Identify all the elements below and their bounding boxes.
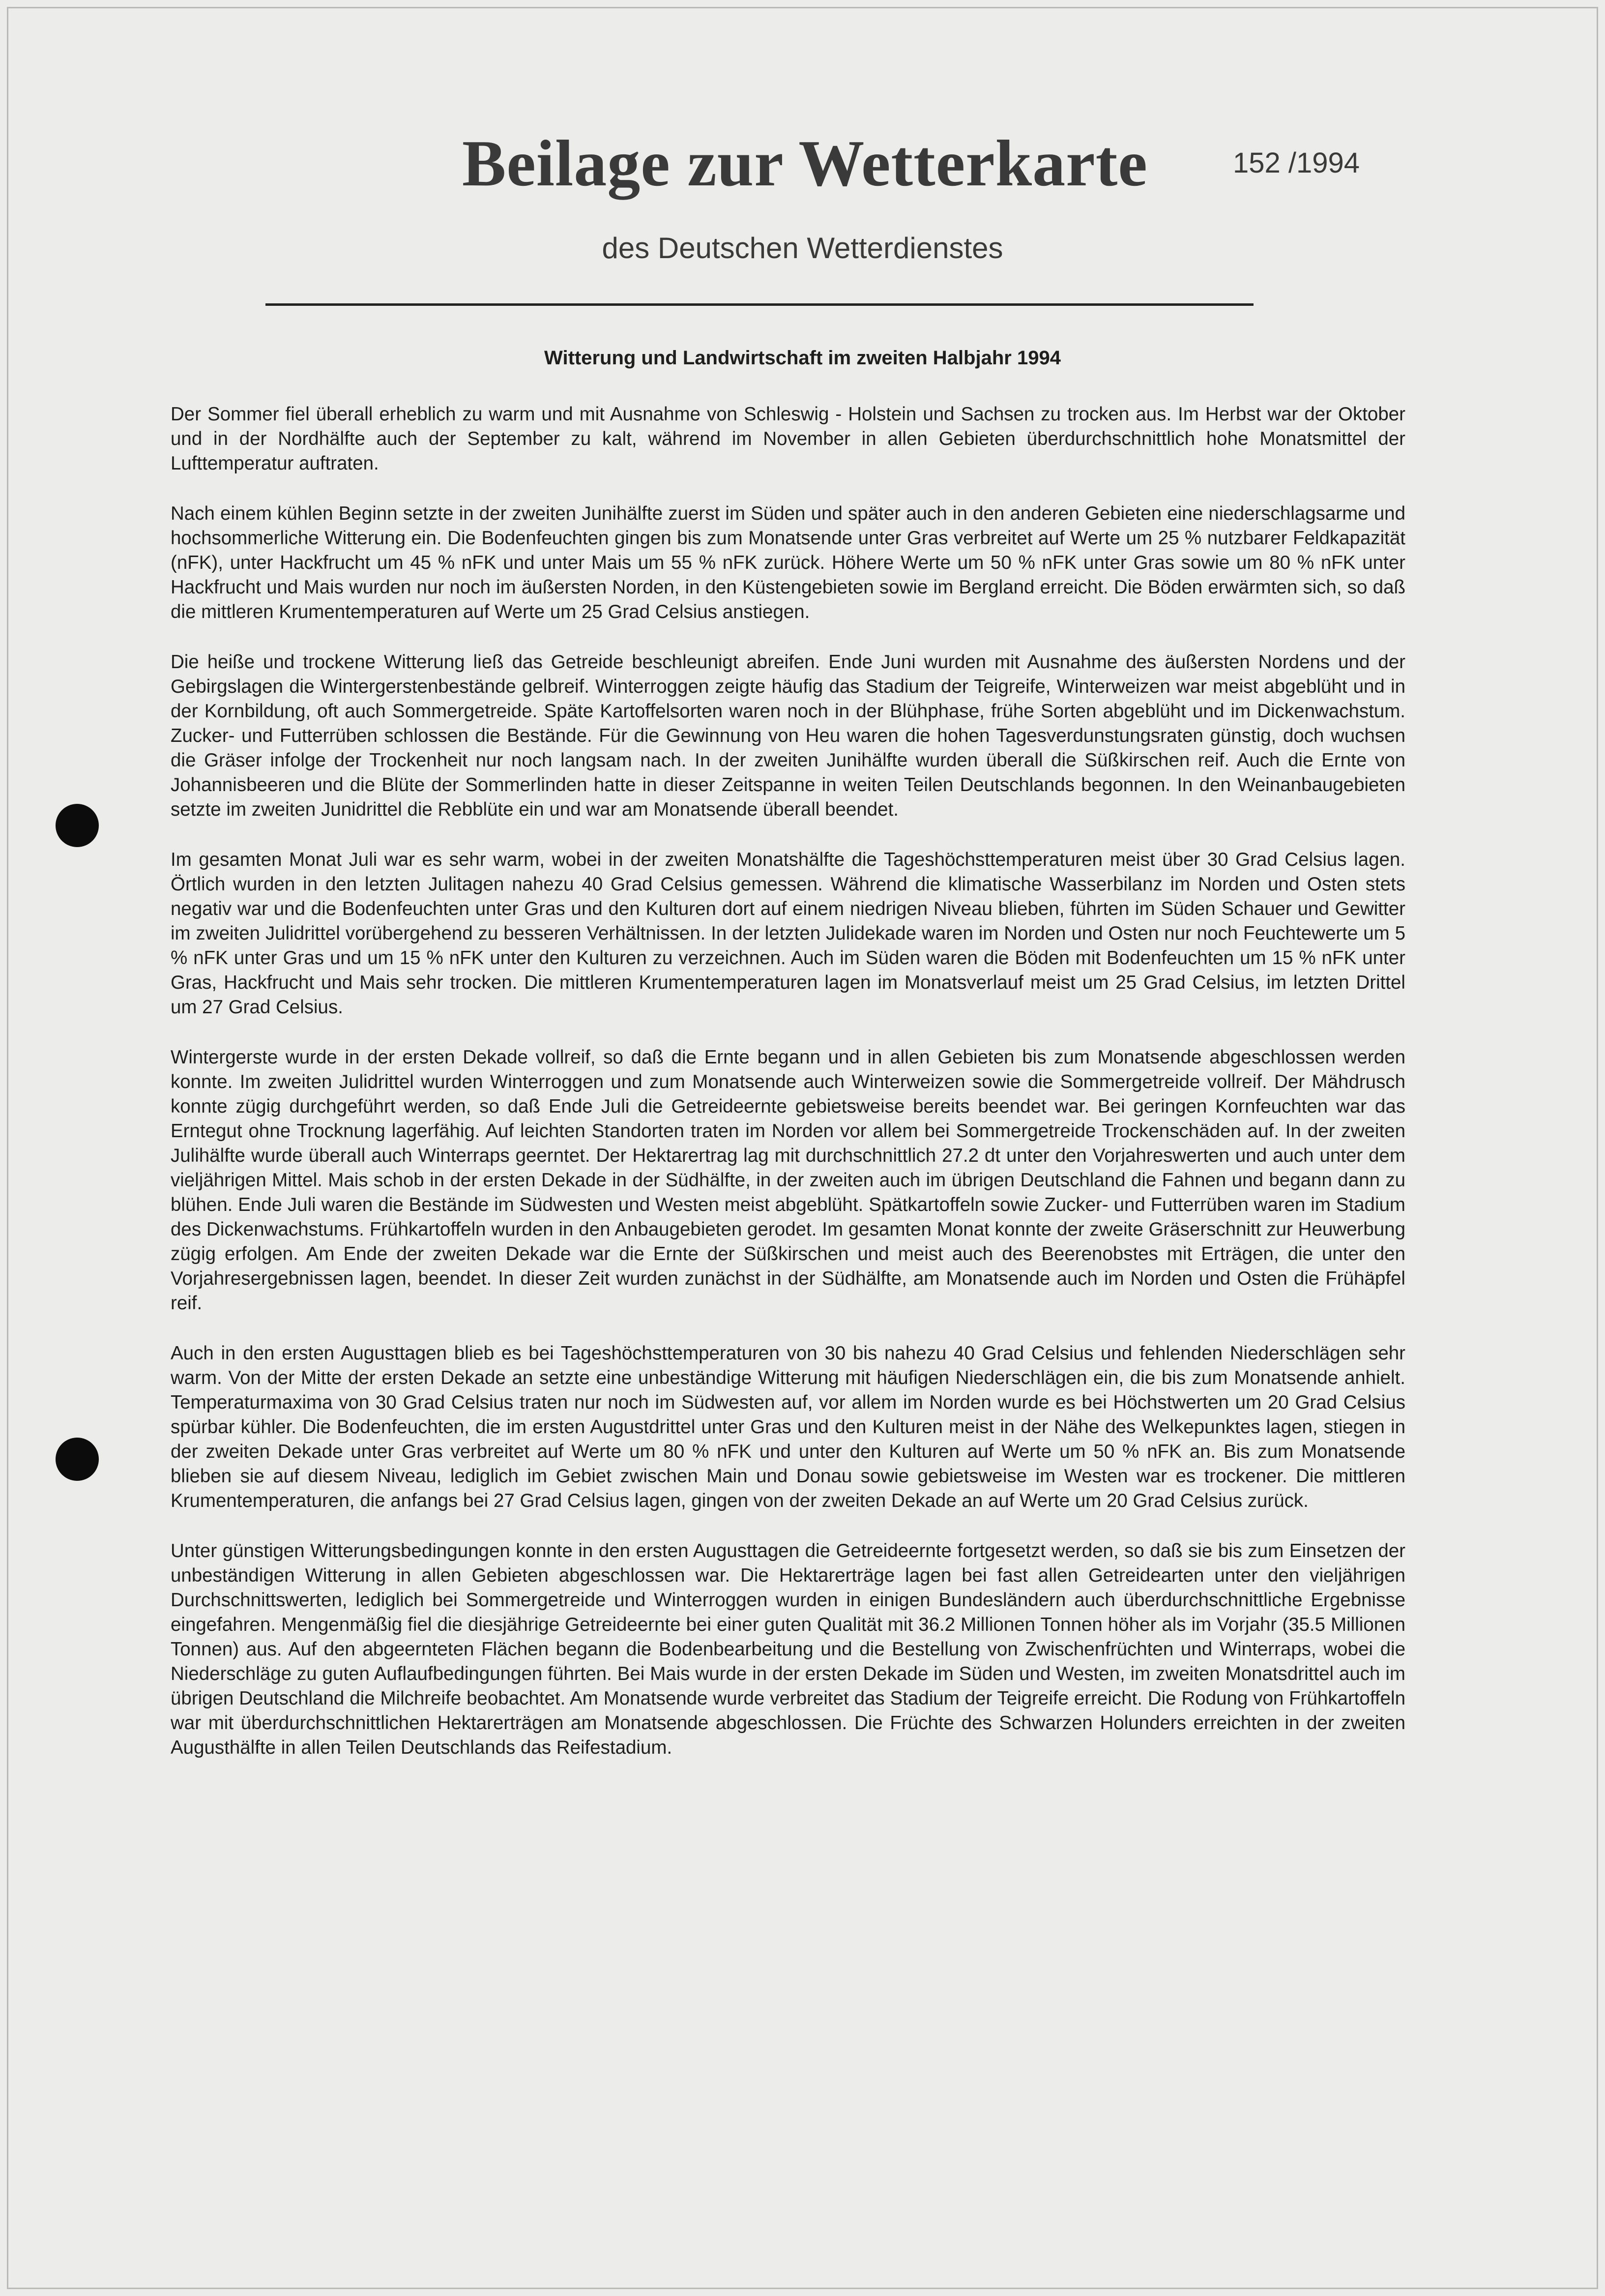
page-subtitle: des Deutschen Wetterdienstes: [602, 232, 1003, 265]
paragraph-june-crops: Die heiße und trockene Witterung ließ das Getreide beschleunigt abreifen. Ende Juni wurden mit Ausnahme des äußersten Nordens und der Gebirgslagen die Wintergerstenbestände gelbreif. Winterroggen zeigte häufig das Stadium der Teigreife, Winterweizen war meist abgeblüht und in der Kornbildung, oft auch Sommergetreide. Späte Kartoffelsorten waren noch in der Blühphase, frühe Sorten abgeblüht und im Dickenwachstum. Zucker- und Futterrüben schlossen die Bestände. Für die Gewinnung von Heu waren die hohen Tagesverdunstungsraten günstig, doch wuchsen die Gräser infolge der Trockenheit nur noch langsam nach. In der zweiten Junihälfte wurden überall die Süßkirschen reif. Auch die Ernte von Johannisbeeren und die Blüte der Sommerlinden hatte in dieser Zeitspanne in weiten Teilen Deutschlands begonnen. In den Weinanbaugebieten setzte im zweiten Junidrittel die Rebblüte ein und war am Monatsende überall beendet.: [171, 651, 1405, 820]
paragraph-august-weather: Auch in den ersten Augusttagen blieb es bei Tageshöchsttemperaturen von 30 bis nahezu 40 Grad Celsius und fehlenden Niederschlägen sehr warm. Von der Mitte der ersten Dekade an setzte eine unbeständige Witterung mit häufigen Niederschlägen ein, die bis zum Monatsende anhielt. Temperaturmaxima von 30 Grad Celsius traten nur noch im Südwesten auf, vor allem im Norden wurde es bei Höchstwerten um 20 Grad Celsius spürbar kühler. Die Bodenfeuchten, die im ersten Augustdrittel unter Gras und den Kulturen meist in der Nähe des Welkepunktes lagen, stiegen in der zweiten Dekade unter Gras verbreitet auf Werte um 80 % nFK und unter den Kulturen auf Werte um 50 % nFK an. Bis zum Monatsende blieben sie auf diesem Niveau, lediglich im Gebiet zwischen Main und Donau sowie gebietsweise im Westen war es trockener. Die mittleren Krumentemperaturen, die anfangs bei 27 Grad Celsius lagen, gingen von der zweiten Dekade an auf Werte um 20 Grad Celsius zurück.: [171, 1343, 1405, 1511]
issue-number: 152 /1994: [1233, 147, 1360, 179]
paragraph-july-crops: Wintergerste wurde in der ersten Dekade vollreif, so daß die Ernte begann und in allen Gebieten bis zum Monatsende abgeschlossen werden konnte. Im zweiten Julidrittel wurden Winterroggen und zum Monatsende auch Winterweizen sowie die Sommergetreide vollreif. Der Mähdrusch konnte zügig durchgeführt werden, so daß Ende Juli die Getreideernte gebietsweise bereits beendet war. Bei geringen Kornfeuchten war das Erntegut ohne Trocknung lagerfähig. Auf leichten Standorten traten im Norden vor allem bei Sommergetreide Trockenschäden auf. In der zweiten Julihälfte wurde überall auch Winterraps geerntet. Der Hektarertrag lag mit durchschnittlich 27.2 dt unter den Vorjahreswerten und auch unter dem vieljährigen Mittel. Mais schob in der ersten Dekade in der Südhälfte, in der zweiten auch im übrigen Deutschland die Fahnen und begann dann zu blühen. Ende Juli waren die Bestände im Südwesten und Westen meist abgeblüht. Spätkartoffeln sowie Zucker- und Futterrüben waren im Stadium des Dickenwachstums. Frühkartoffeln wurden in den Anbaugebieten gerodet. Im gesamten Monat konnte der zweite Gräserschnitt zur Heuwerbung zügig erfolgen. Am Ende der zweiten Dekade war die Ernte der Süßkirschen und meist auch des Beerenobstes mit Erträgen, die unter den Vorjahresergebnissen lagen, beendet. In dieser Zeit wurden zunächst in der Südhälfte, am Monatsende auch im Norden und Osten die Frühäpfel reif.: [171, 1047, 1405, 1314]
punch-hole-bottom: [56, 1438, 99, 1481]
header-divider: [265, 303, 1254, 306]
paragraph-june-weather: Nach einem kühlen Beginn setzte in der zweiten Junihälfte zuerst im Süden und später auch in den anderen Gebieten eine niederschlagsarme und hochsommerliche Witterung ein. Die Bodenfeuchten gingen bis zum Monatsende unter Gras verbreitet auf Werte um 25 % nutzbarer Feldkapazität (nFK), unter Hackfrucht um 45 % nFK und unter Mais um 55 % nFK zurück. Höhere Werte um 50 % nFK unter Gras sowie um 80 % nFK unter Hackfrucht und Mais wurden nur noch im äußersten Norden, in den Küstengebieten sowie im Bergland erreicht. Die Böden erwärmten sich, so daß die mittleren Krumentemperaturen auf Werte um 25 Grad Celsius anstiegen.: [171, 503, 1405, 622]
punch-hole-top: [56, 804, 99, 847]
paragraph-august-crops: Unter günstigen Witterungsbedingungen konnte in den ersten Augusttagen die Getreideernte fortgesetzt werden, so daß sie bis zum Einsetzen der unbeständigen Witterung in allen Gebieten abgeschlossen war. Die Hektarerträge lagen bei fast allen Getreidearten unter den vieljährigen Durchschnittswerten, lediglich bei Sommergetreide und Winterroggen wurden in einigen Bundesländern auch überdurchschnittliche Ergebnisse eingefahren. Mengenmäßig fiel die diesjährige Getreideernte bei einer guten Qualität mit 36.2 Millionen Tonnen höher als im Vorjahr (35.5 Millionen Tonnen) aus. Auf den abgeernteten Flächen begann die Bodenbearbeitung und die Bestellung von Zwischenfrüchten und Winterraps, wobei die Niederschläge zu guten Auflaufbedingungen führten. Bei Mais wurde in der ersten Dekade im Süden und Westen, im zweiten Monatsdrittel auch im übrigen Deutschland die Milchreife beobachtet. Am Monatsende wurde verbreitet das Stadium der Teigreife erreicht. Die Rodung von Frühkartoffeln war mit überdurchschnittlichen Hektarerträgen am Monatsende abgeschlossen. Die Früchte des Schwarzen Holunders erreichten in der zweiten Augusthälfte in allen Teilen Deutschlands das Reifestadium.: [171, 1540, 1405, 1758]
page-title: Beilage zur Wetterkarte: [462, 127, 1148, 200]
paragraph-july-weather: Im gesamten Monat Juli war es sehr warm, wobei in der zweiten Monatshälfte die Tageshöchsttemperaturen meist über 30 Grad Celsius lagen. Örtlich wurden in den letzten Julitagen nahezu 40 Grad Celsius gemessen. Während die klimatische Wasserbilanz im Norden und Osten stets negativ war und die Bodenfeuchten unter Gras und den Kulturen dort auf einem niedrigen Niveau blieben, führten im Süden Schauer und Gewitter im zweiten Julidrittel vorübergehend zu besseren Verhältnissen. In der letzten Julidekade waren im Norden und Osten nur noch Feuchtewerte um 5 % nFK unter Gras und um 15 % nFK unter den Kulturen zu verzeichnen. Auch im Süden waren die Böden mit Bodenfeuchten um 15 % nFK unter Gras, Hackfrucht und Mais sehr trocken. Die mittleren Krumentemperaturen lagen im Monatsverlauf meist um 25 Grad Celsius, im letzten Drittel um 27 Grad Celsius.: [171, 849, 1405, 1018]
article-body: [171, 402, 1405, 1786]
paragraph-summary: Der Sommer fiel überall erheblich zu warm und mit Ausnahme von Schleswig - Holstein und Sachsen zu trocken aus. Im Herbst war der Oktober und in der Nordhälfte auch der September zu kalt, während im November in allen Gebieten überdurchschnittlich hohe Monatsmittel der Lufttemperatur auftraten.: [171, 404, 1405, 474]
section-heading: Witterung und Landwirtschaft im zweiten Halbjahr 1994: [544, 347, 1061, 369]
